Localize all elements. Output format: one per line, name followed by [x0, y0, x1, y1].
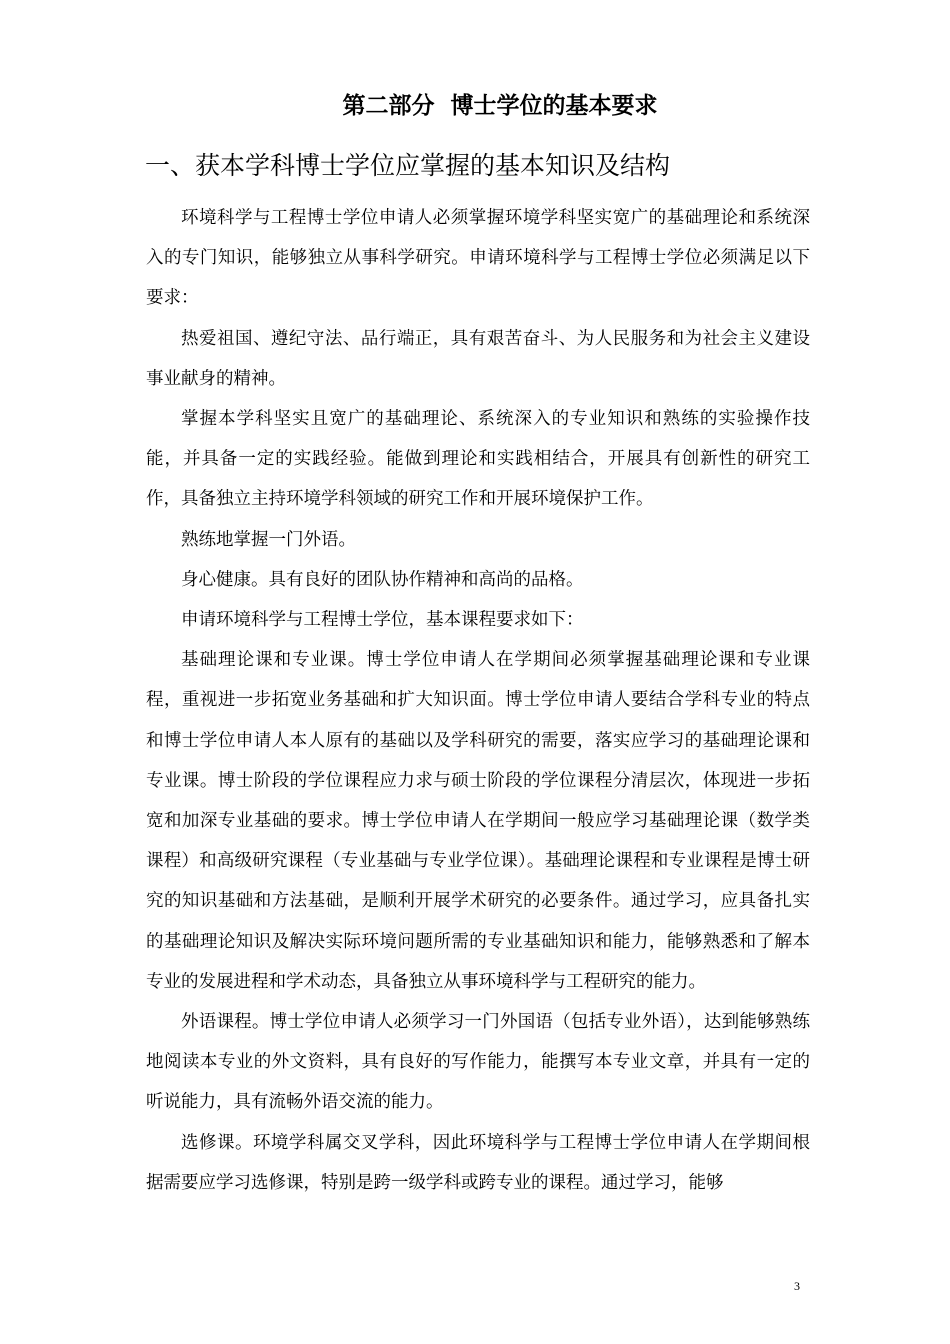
paragraph-basic-theory-courses: 基础理论课和专业课。博士学位申请人在学期间必须掌握基础理论课和专业课程，重视进一步拓宽业务基础和扩大知识面。博士学位申请人要结合学科专业的特点和博士学位申请人本人原有的基础以及学科研究的需要，落实应学习的基础理论课和专业课。博士阶段的学位课程应力求与硕士阶段的学位课程分清层次，体现进一步拓宽和加深专业基础的要求。博士学位申请人在学期间一般应学习基础理论课（数学类课程）和高级研究课程（专业基础与专业学位课）。基础理论课程和专业课程是博士研究的知识基础和方法基础，是顺利开展学术研究的必要条件。通过学习，应具备扎实的基础理论知识及解决实际环境问题所需的专业基础知识和能力，能够熟悉和了解本专业的发展进程和学术动态，具备独立从事环境科学与工程研究的能力。	[146, 650, 810, 992]
paragraph-foreign-language-courses: 外语课程。博士学位申请人必须学习一门外国语（包括专业外语），达到能够熟练地阅读本专业的外文资料，具有良好的写作能力，能撰写本专业文章，并具有一定的听说能力，具有流畅外语交流的能力。	[146, 1012, 810, 1113]
section-heading: 一、获本学科博士学位应掌握的基本知识及结构	[145, 151, 671, 180]
paragraph-course-requirements: 申请环境科学与工程博士学位，基本课程要求如下：	[181, 610, 584, 631]
document-body	[146, 198, 810, 1203]
paragraph-health: 身心健康。具有良好的团队协作精神和高尚的品格。	[181, 569, 584, 590]
paragraph-patriotism: 热爱祖国、遵纪守法、品行端正，具有艰苦奋斗、为人民服务和为社会主义建设事业献身的精神。	[146, 328, 810, 389]
paragraph-intro: 环境科学与工程博士学位申请人必须掌握环境学科坚实宽广的基础理论和系统深入的专门知识，能够独立从事科学研究。申请环境科学与工程博士学位必须满足以下要求：	[146, 208, 810, 309]
paragraph-elective-courses: 选修课。环境学科属交叉学科，因此环境科学与工程博士学位申请人在学期间根据需要应学习选修课，特别是跨一级学科或跨专业的课程。通过学习，能够	[146, 1132, 810, 1193]
page-number: 3	[794, 1279, 800, 1293]
paragraph-knowledge: 掌握本学科坚实且宽广的基础理论、系统深入的专业知识和熟练的实验操作技能，并具备一定的实践经验。能做到理论和实践相结合，开展具有创新性的研究工作，具备独立主持环境学科领域的研究工作和开展环境保护工作。	[146, 409, 810, 510]
page-title: 第二部分 博士学位的基本要求	[342, 93, 658, 119]
paragraph-foreign-language: 熟练地掌握一门外语。	[181, 529, 356, 550]
